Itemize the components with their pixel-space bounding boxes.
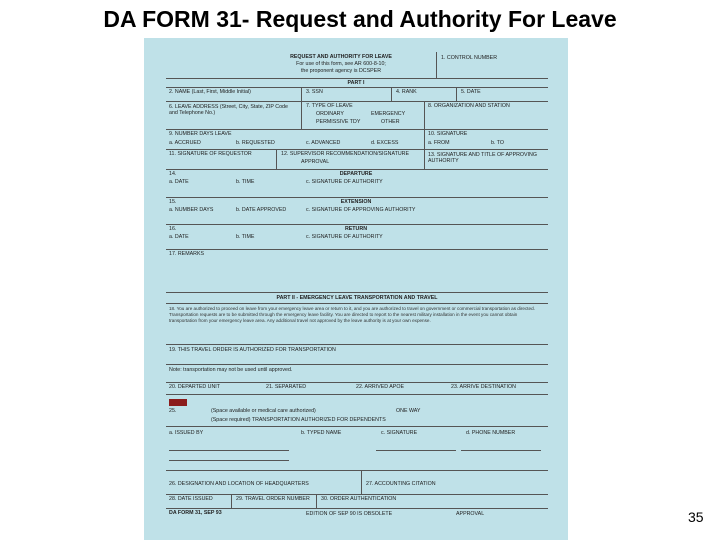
control-number-label: 1. CONTROL NUMBER — [441, 55, 498, 61]
signature-10-label: 10. SIGNATURE — [428, 131, 468, 137]
approving-authority-label: 13. SIGNATURE AND TITLE OF APPROVING AUTHORITY — [428, 152, 538, 164]
approval-label: APPROVAL — [301, 159, 330, 165]
form-title: REQUEST AND AUTHORITY FOR LEAVE — [290, 54, 392, 60]
rule — [166, 129, 548, 130]
footer-approval: APPROVAL — [456, 511, 485, 517]
red-marker — [169, 399, 187, 406]
rule — [166, 364, 548, 365]
form-paper — [166, 52, 548, 540]
space-required-option: (Space required) TRANSPORTATION AUTHORIZED FOR DEPENDENTS — [211, 417, 386, 423]
name-label: 2. NAME (Last, First, Middle Initial) — [169, 89, 251, 95]
accrued-label: a. ACCRUED — [169, 140, 201, 146]
transport-note: Note: transportation may not be used until approved. — [169, 367, 293, 373]
return-row-number: 16. — [169, 226, 177, 232]
rule — [166, 470, 548, 471]
accounting-citation-label: 27. ACCOUNTING CITATION — [366, 481, 436, 487]
emergency-option: EMERGENCY — [371, 111, 406, 117]
rule — [166, 508, 548, 509]
divider — [316, 494, 317, 508]
rule — [166, 149, 548, 150]
number-days-label: 9. NUMBER DAYS LEAVE — [169, 131, 232, 137]
supervisor-label: 12. SUPERVISOR RECOMMENDATION/SIGNATURE — [281, 151, 410, 157]
rule — [166, 101, 548, 102]
departure-time-label: b. TIME — [236, 179, 255, 185]
excess-label: d. EXCESS — [371, 140, 399, 146]
leave-address-label: 6. LEAVE ADDRESS (Street, City, State, ZIP Code and Telephone No.) — [169, 104, 288, 116]
date-issued-label: 28. DATE ISSUED — [169, 496, 213, 502]
travel-order-label: 29. TRAVEL ORDER NUMBER — [236, 496, 310, 502]
separated-label: 21. SEPARATED — [266, 384, 307, 390]
form-id: DA FORM 31, SEP 93 — [169, 510, 222, 516]
extension-date-approved-label: b. DATE APPROVED — [236, 207, 287, 213]
form-subtitle-2: the proponent agency is DCSPER — [300, 68, 382, 74]
arrived-apoe-label: 22. ARRIVED APOE — [356, 384, 404, 390]
to-label: b. TO — [491, 140, 505, 146]
da-form-31-image — [144, 38, 568, 540]
extension-row-number: 15. — [169, 199, 177, 205]
divider — [424, 101, 425, 129]
return-title: RETURN — [344, 226, 368, 232]
header-divider — [436, 52, 437, 78]
organization-label: 8. ORGANIZATION AND STATION — [428, 103, 510, 109]
divider — [424, 129, 425, 149]
rule — [166, 382, 548, 383]
date-label: 5. DATE — [461, 89, 481, 95]
slide-title: DA FORM 31- Request and Authority For Leave — [103, 6, 617, 32]
rule — [166, 494, 548, 495]
one-way-option: ONE WAY — [396, 408, 421, 414]
ssn-label: 3. SSN — [306, 89, 323, 95]
divider — [391, 87, 392, 101]
departure-row-number: 14. — [169, 171, 177, 177]
item-18-paragraph: 18. You are authorized to proceed on leave from your emergency leave area or return to it, and you are authorized to travel on government or commercial transportation as directed. Transportation requests are to be submitted through the emergency leave facility. You are directed to report to the nearest military installation in the event you cannot obtain transportation from your emergency leave area. Any additional travel not approved by the leave authority is at your own expense. — [169, 306, 535, 324]
part-1-label: PART I — [347, 80, 365, 86]
requested-label: b. REQUESTED — [236, 140, 275, 146]
rule — [166, 344, 548, 345]
divider — [361, 470, 362, 494]
rule — [166, 169, 548, 170]
rule — [166, 394, 548, 395]
divider — [276, 149, 277, 169]
extension-signature-label: c. SIGNATURE OF APPROVING AUTHORITY — [306, 207, 416, 213]
departure-date-label: a. DATE — [169, 179, 189, 185]
from-label: a. FROM — [428, 140, 450, 146]
departure-title: DEPARTURE — [339, 171, 373, 177]
phone-number-label: d. PHONE NUMBER — [466, 430, 516, 436]
divider — [231, 494, 232, 508]
requestor-signature-label: 11. SIGNATURE OF REQUESTOR — [169, 151, 252, 157]
designation-label: 26. DESIGNATION AND LOCATION OF HEADQUARTERS — [169, 481, 309, 487]
divider — [456, 87, 457, 101]
rule — [461, 450, 541, 451]
departed-unit-label: 20. DEPARTED UNIT — [169, 384, 221, 390]
page-number: 35 — [688, 509, 704, 525]
signature-c-label: c. SIGNATURE — [381, 430, 418, 436]
edition-note: EDITION OF SEP 90 IS OBSOLETE — [306, 511, 393, 517]
permissive-option: PERMISSIVE TDY — [316, 119, 361, 125]
rule — [166, 426, 548, 427]
advanced-label: c. ADVANCED — [306, 140, 341, 146]
space-available-option: (Space available or medical care authorized) — [211, 408, 316, 414]
rule — [166, 249, 548, 250]
ordinary-option: ORDINARY — [316, 111, 344, 117]
typed-name-label: b. TYPED NAME — [301, 430, 342, 436]
rule — [166, 78, 548, 79]
remarks-label: 17. REMARKS — [169, 251, 205, 257]
rule — [166, 197, 548, 198]
rule — [166, 87, 548, 88]
type-of-leave-label: 7. TYPE OF LEAVE — [306, 103, 353, 109]
form-subtitle-1: For use of this form, see AR 600-8-10; — [296, 61, 386, 67]
divider — [301, 87, 302, 101]
rule — [166, 224, 548, 225]
item-19-label: 19. THIS TRAVEL ORDER IS AUTHORIZED FOR TRANSPORTATION — [169, 347, 336, 353]
rule — [169, 460, 289, 461]
other-option: OTHER — [381, 119, 400, 125]
part-2-title: PART II - EMERGENCY LEAVE TRANSPORTATION AND TRAVEL — [276, 295, 438, 301]
extension-days-label: a. NUMBER DAYS — [169, 207, 214, 213]
divider — [301, 101, 302, 129]
issued-by-label: a. ISSUED BY — [169, 430, 204, 436]
rule — [169, 450, 289, 451]
return-date-label: a. DATE — [169, 234, 189, 240]
extension-title: EXTENSION — [340, 199, 372, 205]
rule — [166, 303, 548, 304]
arrive-destination-label: 23. ARRIVE DESTINATION — [451, 384, 516, 390]
return-signature-label: c. SIGNATURE OF AUTHORITY — [306, 234, 383, 240]
order-authentication-label: 30. ORDER AUTHENTICATION — [321, 496, 397, 502]
item-25-number: 25. — [169, 408, 177, 414]
rule — [166, 292, 548, 293]
rank-label: 4. RANK — [396, 89, 417, 95]
rule — [376, 450, 456, 451]
divider — [424, 149, 425, 169]
departure-signature-label: c. SIGNATURE OF AUTHORITY — [306, 179, 383, 185]
return-time-label: b. TIME — [236, 234, 255, 240]
